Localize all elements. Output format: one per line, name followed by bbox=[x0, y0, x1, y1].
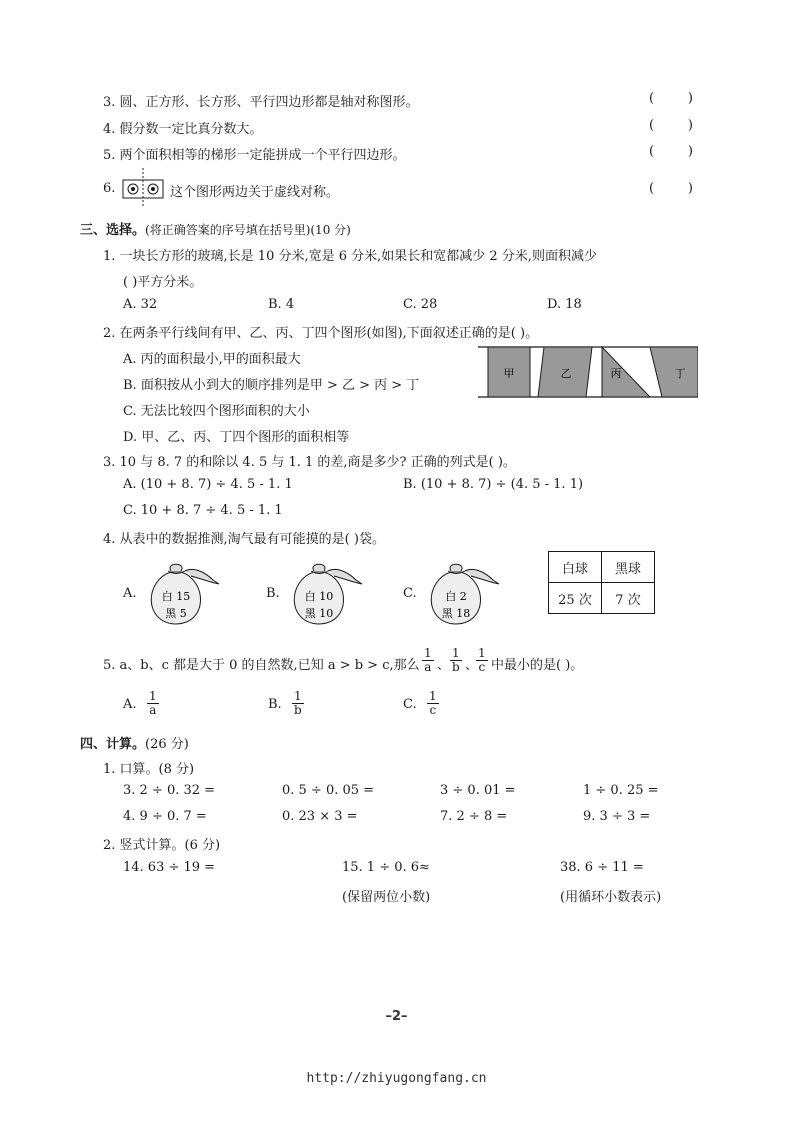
choice-q5-prefix: 5. a、b、c 都是大于 0 的自然数,已知 a > b > c,那么 bbox=[103, 658, 420, 673]
table-cell: 7 次 bbox=[602, 583, 655, 614]
choice-q3-option-a[interactable]: A. (10 + 8. 7) ÷ 4. 5 - 1. 1 bbox=[123, 477, 293, 492]
vertical-item[interactable]: 38. 6 ÷ 11 = bbox=[560, 860, 644, 875]
choice-q5-suffix: 中最小的是( )。 bbox=[491, 658, 584, 673]
fraction: $\frac{1}{b}$ bbox=[293, 689, 302, 717]
bag-black-count: 黑 10 bbox=[304, 607, 334, 620]
choice-q3-option-b[interactable]: B. (10 + 8. 7) ÷ (4. 5 - 1. 1) bbox=[403, 477, 584, 492]
footer-url[interactable]: http://zhiyugongfang.cn bbox=[306, 1071, 487, 1086]
vertical-item[interactable]: 15. 1 ÷ 0. 6≈ bbox=[342, 860, 430, 875]
bag-black-count: 黑 5 bbox=[165, 607, 187, 620]
choice-q2: 2. 在两条平行线间有甲、乙、丙、丁四个图形(如图),下面叙述正确的是( )。 bbox=[103, 326, 539, 341]
parallel-lines-figure bbox=[478, 346, 698, 398]
choice-q5-option-c[interactable]: C. $\frac{1}{c}$ bbox=[403, 689, 437, 717]
choice-q2-option-d[interactable]: D. 甲、乙、丙、丁四个图形的面积相等 bbox=[123, 430, 350, 445]
ball-count-table bbox=[548, 551, 655, 614]
choice-q5-option-b[interactable]: B. $\frac{1}{b}$ bbox=[268, 689, 302, 717]
fraction: $\frac{1}{c}$ bbox=[429, 689, 437, 717]
shape-label-bing: 丙 bbox=[610, 367, 622, 380]
section-3-heading bbox=[80, 219, 351, 238]
oral-item[interactable]: 0. 23 × 3 = bbox=[282, 809, 358, 824]
judge-q6-number: 6. bbox=[103, 181, 116, 196]
page-number: –2– bbox=[385, 1009, 408, 1024]
shape-bing bbox=[602, 347, 650, 397]
judge-q3: 3. 圆、正方形、长方形、平行四边形都是轴对称图形。 bbox=[103, 95, 419, 110]
section-3-note: (将正确答案的序号填在括号里)(10 分) bbox=[145, 223, 351, 237]
choice-q1-line1: 1. 一块长方形的玻璃,长是 10 分米,宽是 6 分米,如果长和宽都减少 2 分米,则面积减少 bbox=[103, 249, 597, 264]
calc-part-2: 2. 竖式计算。(6 分) bbox=[103, 838, 221, 853]
judge-q4: 4. 假分数一定比真分数大。 bbox=[103, 122, 263, 137]
shape-label-yi: 乙 bbox=[560, 367, 572, 380]
bag-black-count: 黑 18 bbox=[441, 607, 471, 620]
fraction-1-over-b: $\frac{1}{b}$ bbox=[451, 646, 460, 674]
bag-white-count: 白 2 bbox=[445, 590, 467, 603]
vertical-item[interactable]: 14. 63 ÷ 19 = bbox=[123, 860, 216, 875]
choice-q2-option-c[interactable]: C. 无法比较四个图形面积的大小 bbox=[123, 404, 310, 419]
fraction-1-over-c: $\frac{1}{c}$ bbox=[478, 646, 486, 674]
section-4-heading bbox=[80, 733, 189, 752]
choice-q4: 4. 从表中的数据推测,淘气最有可能摸的是( )袋。 bbox=[103, 532, 385, 547]
choice-q3: 3. 10 与 8. 7 的和除以 4. 5 与 1. 1 的差,商是多少? 正确的列式是( )。 bbox=[103, 455, 516, 470]
bag-option-label: B. bbox=[266, 586, 280, 601]
judge-q6: 这个图形两边关于虚线对称。 bbox=[170, 185, 340, 200]
separator: 、 bbox=[437, 658, 451, 673]
judge-q5: 5. 两个面积相等的梯形一定能拼成一个平行四边形。 bbox=[103, 148, 406, 163]
vertical-note: (用循环小数表示) bbox=[560, 890, 662, 905]
vertical-note: (保留两位小数) bbox=[342, 890, 431, 905]
oral-item[interactable]: 1 ÷ 0. 25 = bbox=[583, 783, 659, 798]
calc-part-1: 1. 口算。(8 分) bbox=[103, 762, 195, 777]
section-3-title: 三、选择。 bbox=[80, 223, 146, 238]
choice-q3-option-c[interactable]: C. 10 + 8. 7 ÷ 4. 5 - 1. 1 bbox=[123, 503, 283, 518]
bag-white-count: 白 10 bbox=[304, 590, 334, 603]
oral-item[interactable]: 7. 2 ÷ 8 = bbox=[440, 809, 508, 824]
bag-white-count: 白 15 bbox=[161, 590, 191, 603]
bag-icon bbox=[284, 558, 368, 628]
bag-option-label: A. bbox=[123, 586, 137, 601]
answer-paren[interactable]: ( ) bbox=[649, 91, 693, 106]
oral-item[interactable]: 9. 3 ÷ 3 = bbox=[583, 809, 651, 824]
table-header: 黑球 bbox=[602, 552, 655, 583]
table-cell: 25 次 bbox=[549, 583, 602, 614]
table-header: 白球 bbox=[549, 552, 602, 583]
bag-option-label: C. bbox=[403, 586, 417, 601]
section-4-score: (26 分) bbox=[145, 737, 189, 752]
answer-paren[interactable]: ( ) bbox=[649, 144, 693, 159]
choice-q1-option-a[interactable]: A. 32 bbox=[123, 297, 158, 312]
oral-item[interactable]: 3 ÷ 0. 01 = bbox=[440, 783, 516, 798]
section-4-title: 四、计算。 bbox=[80, 737, 146, 752]
answer-paren[interactable]: ( ) bbox=[649, 118, 693, 133]
choice-q1-option-b[interactable]: B. 4 bbox=[268, 297, 295, 312]
answer-paren[interactable]: ( ) bbox=[649, 181, 693, 196]
choice-q1-option-c[interactable]: C. 28 bbox=[403, 297, 438, 312]
shape-label-jia: 甲 bbox=[503, 367, 515, 380]
separator: 、 bbox=[465, 658, 479, 673]
choice-q2-option-b[interactable]: B. 面积按从小到大的顺序排列是甲 > 乙 > 丙 > 丁 bbox=[123, 378, 420, 393]
oral-item[interactable]: 3. 2 ÷ 0. 32 = bbox=[123, 783, 216, 798]
oral-item[interactable]: 4. 9 ÷ 0. 7 = bbox=[123, 809, 207, 824]
bag-icon bbox=[141, 558, 225, 628]
fraction: $\frac{1}{a}$ bbox=[149, 689, 157, 717]
oral-item[interactable]: 0. 5 ÷ 0. 05 = bbox=[282, 783, 375, 798]
shape-label-ding: 丁 bbox=[674, 367, 686, 380]
choice-q5-option-a[interactable]: A. $\frac{1}{a}$ bbox=[123, 689, 157, 717]
choice-q2-option-a[interactable]: A. 丙的面积最小,甲的面积最大 bbox=[123, 352, 301, 367]
choice-q1-option-d[interactable]: D. 18 bbox=[547, 297, 582, 312]
choice-q1-line2: ( )平方分米。 bbox=[123, 275, 203, 290]
bag-icon bbox=[421, 558, 505, 628]
fraction-1-over-a: $\frac{1}{a}$ bbox=[424, 646, 432, 674]
symmetry-figure bbox=[121, 168, 167, 208]
